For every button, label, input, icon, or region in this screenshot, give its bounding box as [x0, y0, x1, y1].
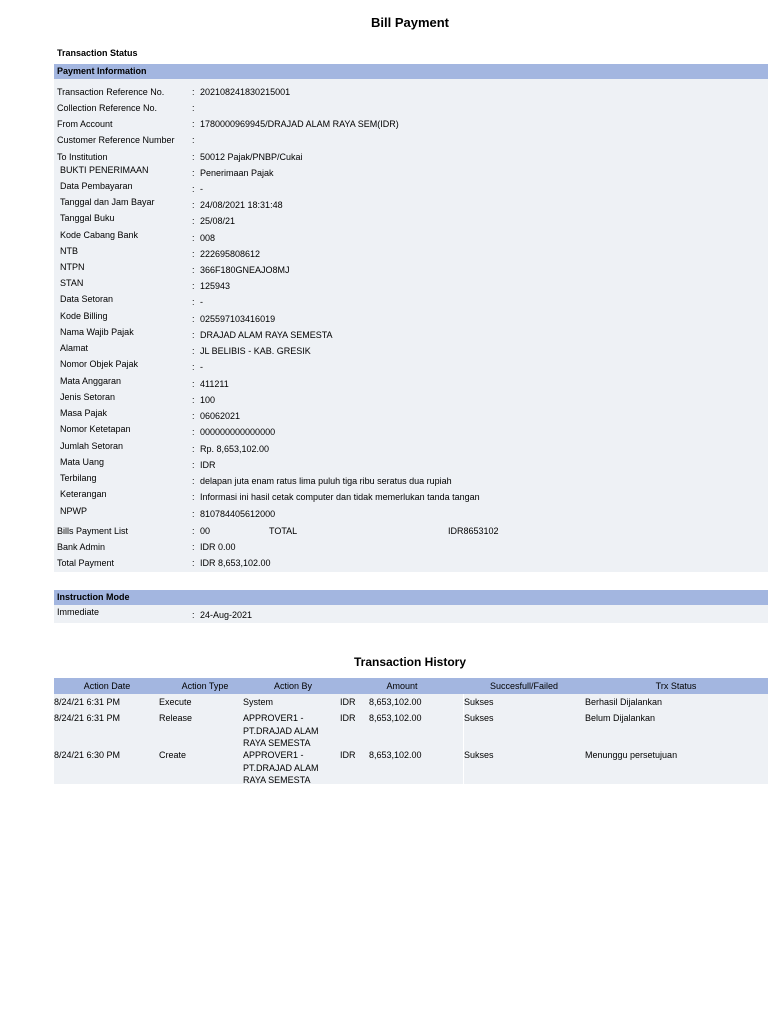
payment-info-row: [54, 489, 768, 503]
payment-info-row: [54, 359, 768, 373]
payment-info-row: [54, 424, 768, 438]
payment-info-row: [54, 181, 768, 195]
bank-admin-value: IDR 0.00: [200, 542, 236, 552]
amount-value: 8,653,102.00: [369, 697, 422, 707]
field-label: Kode Cabang Bank: [60, 230, 139, 240]
field-value: IDR: [200, 460, 216, 470]
colon: :: [192, 542, 195, 552]
payment-info-row: [54, 213, 768, 227]
payment-info-row: [54, 100, 768, 114]
colon: :: [192, 610, 195, 620]
total-payment-label: Total Payment: [57, 558, 115, 568]
action-by: RAYA SEMESTA: [243, 738, 311, 748]
colon: :: [192, 395, 195, 405]
colon: :: [192, 152, 195, 162]
payment-info-row: [54, 197, 768, 211]
field-label: Data Setoran: [60, 294, 114, 304]
field-value: Informasi ini hasil cetak computer dan tidak memerlukan tanda tangan: [200, 492, 480, 502]
field-label: STAN: [60, 278, 84, 288]
field-label: Mata Uang: [60, 457, 105, 467]
field-value: 100: [200, 395, 216, 405]
payment-info-row: [54, 278, 768, 292]
column-header: Amount: [386, 681, 418, 691]
colon: :: [192, 346, 195, 356]
field-label: BUKTI PENERIMAAN: [60, 165, 149, 175]
colon: :: [192, 526, 195, 536]
colon: :: [192, 135, 195, 145]
bills-payment-list: [54, 523, 768, 537]
field-label: NPWP: [60, 506, 87, 516]
field-label: Tanggal dan Jam Bayar: [60, 197, 155, 207]
field-label: Alamat: [60, 343, 89, 353]
history-table-header: [54, 678, 768, 694]
colon: :: [192, 200, 195, 210]
bills-payment-list-value: 00: [200, 526, 211, 536]
amount-value: 8,653,102.00: [369, 750, 422, 760]
field-label: Keterangan: [60, 489, 107, 499]
column-header: Trx Status: [655, 681, 697, 691]
bank-admin-label: Bank Admin: [57, 542, 106, 552]
field-value: 25/08/21: [200, 216, 236, 226]
amount-currency: IDR: [340, 750, 356, 760]
field-label: Customer Reference Number: [57, 135, 175, 145]
colon: :: [192, 362, 195, 372]
history-table-body: [54, 694, 768, 784]
field-label: Jumlah Setoran: [60, 441, 124, 451]
colon: :: [192, 87, 195, 97]
field-label: Jenis Setoran: [60, 392, 116, 402]
payment-info-row: [54, 311, 768, 325]
colon: :: [192, 233, 195, 243]
colon: :: [192, 168, 195, 178]
trx-status: Menunggu persetujuan: [585, 750, 678, 760]
field-label: Nama Wajib Pajak: [60, 327, 134, 337]
instruction-row: [54, 607, 768, 621]
bills-total-value: IDR8653102: [448, 526, 499, 536]
field-label: Transaction Reference No.: [57, 87, 165, 97]
action-by: PT.DRAJAD ALAM: [243, 725, 319, 736]
payment-information-panel: [54, 79, 768, 572]
colon: :: [192, 379, 195, 389]
bills-total-label: TOTAL: [269, 526, 298, 536]
payment-info-row: [54, 149, 768, 163]
action-date: 8/24/21 6:31 PM: [54, 713, 121, 723]
payment-info-row: [54, 132, 768, 146]
colon: :: [192, 444, 195, 454]
payment-info-row: [54, 457, 768, 471]
field-label: Nomor Objek Pajak: [60, 359, 139, 369]
field-value: Penerimaan Pajak: [200, 168, 274, 178]
payment-info-row: [54, 376, 768, 390]
colon: :: [192, 184, 195, 194]
payment-info-row: [54, 294, 768, 308]
field-value: 810784405612000: [200, 509, 276, 519]
payment-info-row: [54, 262, 768, 276]
field-label: Tanggal Buku: [60, 213, 115, 223]
colon: :: [192, 492, 195, 502]
field-value: 222695808612: [200, 249, 261, 259]
total-payment: [54, 555, 768, 569]
field-value: 1780000969945/DRAJAD ALAM RAYA SEM(IDR): [200, 119, 399, 129]
colon: :: [192, 119, 195, 129]
field-label: NTPN: [60, 262, 85, 272]
action-by: PT.DRAJAD ALAM: [243, 762, 319, 773]
amount-value: 8,653,102.00: [369, 713, 422, 723]
payment-info-row: [54, 473, 768, 487]
field-value: 008: [200, 233, 216, 243]
field-value: 000000000000000: [200, 427, 276, 437]
field-label: Masa Pajak: [60, 408, 108, 418]
field-label: To Institution: [57, 152, 108, 162]
amount-currency: IDR: [340, 697, 356, 707]
action-by: APPROVER1 -: [243, 750, 304, 760]
colon: :: [192, 314, 195, 324]
field-value: -: [200, 297, 203, 307]
field-label: Mata Anggaran: [60, 376, 122, 386]
payment-info-row: [54, 116, 768, 130]
action-by: RAYA SEMESTA: [243, 775, 311, 785]
field-value: 366F180GNEAJO8MJ: [200, 265, 290, 275]
transaction-status-label: Transaction Status: [57, 48, 138, 58]
field-value: -: [200, 184, 203, 194]
action-type: Create: [159, 750, 187, 760]
payment-info-row: [54, 441, 768, 455]
colon: :: [192, 558, 195, 568]
action-type: Release: [159, 713, 193, 723]
column-header: Action Date: [83, 681, 131, 691]
field-value: DRAJAD ALAM RAYA SEMESTA: [200, 330, 333, 340]
trx-status: Belum Dijalankan: [585, 713, 656, 723]
column-header: Succesfull/Failed: [489, 681, 559, 691]
field-label: From Account: [57, 119, 113, 129]
colon: :: [192, 427, 195, 437]
instruction-value: 24-Aug-2021: [200, 610, 253, 620]
colon: :: [192, 281, 195, 291]
colon: :: [192, 509, 195, 519]
field-value: 24/08/2021 18:31:48: [200, 200, 283, 210]
payment-info-row: [54, 327, 768, 341]
payment-info-row: [54, 343, 768, 357]
result-status: Sukses: [464, 697, 494, 707]
colon: :: [192, 476, 195, 486]
column-header: Action By: [273, 681, 313, 691]
field-label: Collection Reference No.: [57, 103, 158, 113]
payment-info-row: [54, 408, 768, 422]
action-type: Execute: [159, 697, 192, 707]
column-header: Action Type: [181, 681, 229, 691]
field-value: 125943: [200, 281, 231, 291]
result-status: Sukses: [464, 750, 494, 760]
payment-information-title: Payment Information: [57, 66, 147, 76]
instruction-mode-header: [54, 590, 768, 605]
field-value: -: [200, 362, 203, 372]
instruction-label: Immediate: [57, 607, 100, 617]
field-value: 202108241830215001: [200, 87, 291, 97]
action-by: System: [243, 697, 274, 707]
field-label: Terbilang: [60, 473, 97, 483]
page-title: Bill Payment: [370, 15, 450, 30]
colon: :: [192, 216, 195, 226]
field-value: Rp. 8,653,102.00: [200, 444, 270, 454]
field-label: Kode Billing: [60, 311, 108, 321]
field-label: NTB: [60, 246, 78, 256]
amount-currency: IDR: [340, 713, 356, 723]
field-label: Data Pembayaran: [60, 181, 133, 191]
trx-status: Berhasil Dijalankan: [585, 697, 663, 707]
colon: :: [192, 249, 195, 259]
field-value: 025597103416019: [200, 314, 276, 324]
payment-info-row: [54, 84, 768, 98]
field-value: 50012 Pajak/PNBP/Cukai: [200, 152, 303, 162]
instruction-mode-title: Instruction Mode: [57, 592, 130, 602]
transaction-history-title: Transaction History: [353, 655, 467, 669]
colon: :: [192, 297, 195, 307]
colon: :: [192, 265, 195, 275]
action-by: APPROVER1 -: [243, 713, 304, 723]
field-value: delapan juta enam ratus lima puluh tiga ribu seratus dua rupiah: [200, 476, 452, 486]
payment-info-row: [54, 246, 768, 260]
field-value: 06062021: [200, 411, 241, 421]
instruction-mode-panel: [54, 605, 768, 623]
result-status: Sukses: [464, 713, 494, 723]
field-value: JL BELIBIS - KAB. GRESIK: [200, 346, 311, 356]
payment-info-row: [54, 165, 768, 179]
payment-info-row: [54, 230, 768, 244]
bills-payment-list-label: Bills Payment List: [57, 526, 129, 536]
colon: :: [192, 411, 195, 421]
action-date: 8/24/21 6:30 PM: [54, 750, 121, 760]
colon: :: [192, 103, 195, 113]
total-payment-value: IDR 8,653,102.00: [200, 558, 271, 568]
payment-info-row: [54, 506, 768, 520]
bank-admin: [54, 539, 768, 553]
colon: :: [192, 330, 195, 340]
colon: :: [192, 460, 195, 470]
action-date: 8/24/21 6:31 PM: [54, 697, 121, 707]
field-label: Nomor Ketetapan: [60, 424, 131, 434]
payment-info-row: [54, 392, 768, 406]
field-value: 411211: [200, 379, 229, 389]
payment-information-header: [54, 64, 768, 79]
